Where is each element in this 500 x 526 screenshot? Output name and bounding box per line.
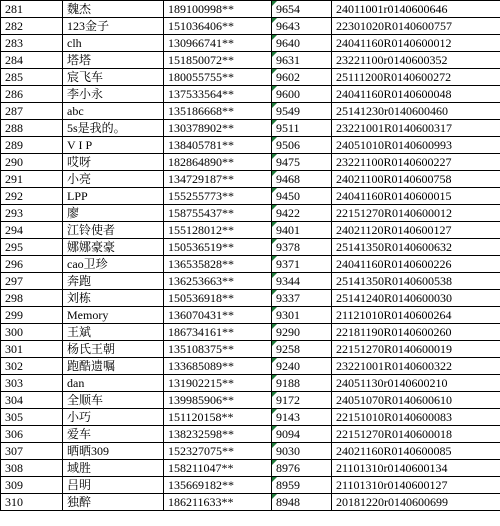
name-cell[interactable]: 奔跑 xyxy=(63,273,164,290)
name-cell[interactable]: 杨氏王朝 xyxy=(63,341,164,358)
phone-cell[interactable]: 182864890** xyxy=(164,154,272,171)
phone-cell[interactable]: 155128012** xyxy=(164,222,272,239)
name-cell[interactable]: 域胜 xyxy=(63,460,164,477)
table-row xyxy=(1,358,500,375)
table-row xyxy=(1,222,500,239)
code-cell[interactable]: 22181190R0140600260 xyxy=(332,324,500,341)
code-cell[interactable]: 23221001R0140600317 xyxy=(332,120,500,137)
code-cell[interactable]: 21101310r0140600127 xyxy=(332,477,500,494)
table-row xyxy=(1,69,500,86)
code-cell[interactable]: 24041160R0140600015 xyxy=(332,188,500,205)
code-cell[interactable]: 21121010R0140600264 xyxy=(332,307,500,324)
ranking-table-body xyxy=(1,1,500,511)
score-cell[interactable]: 9172 xyxy=(272,392,332,409)
score-cell[interactable]: 9401 xyxy=(272,222,332,239)
name-cell[interactable]: 小巧 xyxy=(63,409,164,426)
table-row xyxy=(1,375,500,392)
score-cell[interactable]: 8959 xyxy=(272,477,332,494)
code-cell[interactable]: 24041160R0140600048 xyxy=(332,86,500,103)
phone-cell[interactable]: 158755437** xyxy=(164,205,272,222)
code-cell[interactable]: 23221001R0140600322 xyxy=(332,358,500,375)
rank-cell[interactable]: 290 xyxy=(1,154,63,171)
rank-cell[interactable]: 306 xyxy=(1,426,63,443)
table-row xyxy=(1,120,500,137)
score-cell[interactable]: 9378 xyxy=(272,239,332,256)
table-row xyxy=(1,324,500,341)
rank-cell[interactable]: 287 xyxy=(1,103,63,120)
code-cell[interactable]: 24041160R0140600226 xyxy=(332,256,500,273)
phone-cell[interactable]: 138232598** xyxy=(164,426,272,443)
table-row xyxy=(1,103,500,120)
code-cell[interactable]: 22151270R0140600019 xyxy=(332,341,500,358)
code-cell[interactable]: 24051070R0140600610 xyxy=(332,392,500,409)
score-cell[interactable]: 9422 xyxy=(272,205,332,222)
name-cell[interactable]: 5s是我的。 xyxy=(63,120,164,137)
code-cell[interactable]: 24051010R0140600993 xyxy=(332,137,500,154)
rank-cell[interactable]: 289 xyxy=(1,137,63,154)
code-cell[interactable]: 20181220r0140600699 xyxy=(332,494,500,511)
code-cell[interactable]: 25141350R0140600632 xyxy=(332,239,500,256)
score-cell[interactable]: 9258 xyxy=(272,341,332,358)
code-cell[interactable]: 25141350R0140600538 xyxy=(332,273,500,290)
name-cell[interactable]: 爱车 xyxy=(63,426,164,443)
code-cell[interactable]: 25141230r0140600460 xyxy=(332,103,500,120)
phone-cell[interactable]: 137533564** xyxy=(164,86,272,103)
rank-cell[interactable]: 282 xyxy=(1,18,63,35)
table-row xyxy=(1,256,500,273)
score-cell[interactable]: 9600 xyxy=(272,86,332,103)
name-cell[interactable]: 小亮 xyxy=(63,171,164,188)
name-cell[interactable]: 全顺车 xyxy=(63,392,164,409)
score-cell[interactable]: 9337 xyxy=(272,290,332,307)
name-cell[interactable]: 123金子 xyxy=(63,18,164,35)
table-row xyxy=(1,494,500,511)
phone-cell[interactable]: 138405781** xyxy=(164,137,272,154)
score-cell[interactable]: 9301 xyxy=(272,307,332,324)
table-row xyxy=(1,477,500,494)
score-cell[interactable]: 9654 xyxy=(272,1,332,18)
table-row xyxy=(1,239,500,256)
phone-cell[interactable]: 130966741** xyxy=(164,35,272,52)
name-cell[interactable]: 娜娜豪豪 xyxy=(63,239,164,256)
table-row xyxy=(1,409,500,426)
score-cell[interactable]: 9631 xyxy=(272,52,332,69)
rank-cell[interactable]: 284 xyxy=(1,52,63,69)
rank-cell[interactable]: 298 xyxy=(1,290,63,307)
score-cell[interactable]: 8976 xyxy=(272,460,332,477)
score-cell[interactable]: 9344 xyxy=(272,273,332,290)
phone-cell[interactable]: 180055755** xyxy=(164,69,272,86)
table-row xyxy=(1,154,500,171)
code-cell[interactable]: 23221100R0140600227 xyxy=(332,154,500,171)
name-cell[interactable]: cao卫珍 xyxy=(63,256,164,273)
code-cell[interactable]: 24051130r0140600210 xyxy=(332,375,500,392)
code-cell[interactable]: 24041160R0140600012 xyxy=(332,35,500,52)
score-cell[interactable]: 9143 xyxy=(272,409,332,426)
rank-cell[interactable]: 297 xyxy=(1,273,63,290)
name-cell[interactable]: dan xyxy=(63,375,164,392)
code-cell[interactable]: 24011001r0140600646 xyxy=(332,1,500,18)
score-cell[interactable]: 9475 xyxy=(272,154,332,171)
phone-cell[interactable]: 135669182** xyxy=(164,477,272,494)
code-cell[interactable]: 22151270R0140600012 xyxy=(332,205,500,222)
name-cell[interactable]: 江铃使者 xyxy=(63,222,164,239)
phone-cell[interactable]: 151120158** xyxy=(164,409,272,426)
name-cell[interactable]: 王斌 xyxy=(63,324,164,341)
phone-cell[interactable]: 150536918** xyxy=(164,290,272,307)
table-row xyxy=(1,460,500,477)
score-cell[interactable]: 9640 xyxy=(272,35,332,52)
rank-cell[interactable]: 293 xyxy=(1,205,63,222)
phone-cell[interactable]: 131902215** xyxy=(164,375,272,392)
name-cell[interactable]: Memory xyxy=(63,307,164,324)
rank-cell[interactable]: 303 xyxy=(1,375,63,392)
code-cell[interactable]: 24021120R0140600127 xyxy=(332,222,500,239)
phone-cell[interactable]: 186734161** xyxy=(164,324,272,341)
code-cell[interactable]: 22151010R0140600083 xyxy=(332,409,500,426)
phone-cell[interactable]: 155255773** xyxy=(164,188,272,205)
code-cell[interactable]: 21101310r0140600134 xyxy=(332,460,500,477)
phone-cell[interactable]: 135186668** xyxy=(164,103,272,120)
name-cell[interactable]: 廖 xyxy=(63,205,164,222)
table-row xyxy=(1,205,500,222)
phone-cell[interactable]: 136070431** xyxy=(164,307,272,324)
table-row xyxy=(1,1,500,18)
table-row xyxy=(1,290,500,307)
name-cell[interactable]: 跑酷遗嘱 xyxy=(63,358,164,375)
score-cell[interactable]: 9240 xyxy=(272,358,332,375)
rank-cell[interactable]: 283 xyxy=(1,35,63,52)
code-cell[interactable]: 23221100r0140600352 xyxy=(332,52,500,69)
name-cell[interactable]: 宸飞车 xyxy=(63,69,164,86)
phone-cell[interactable]: 134729187** xyxy=(164,171,272,188)
score-cell[interactable]: 9643 xyxy=(272,18,332,35)
table-row xyxy=(1,392,500,409)
rank-cell[interactable]: 292 xyxy=(1,188,63,205)
score-cell[interactable]: 9468 xyxy=(272,171,332,188)
phone-cell[interactable]: 151850072** xyxy=(164,52,272,69)
code-cell[interactable]: 24021160R0140600085 xyxy=(332,443,500,460)
score-cell[interactable]: 9030 xyxy=(272,443,332,460)
rank-cell[interactable]: 309 xyxy=(1,477,63,494)
table-row xyxy=(1,426,500,443)
score-cell[interactable]: 8948 xyxy=(272,494,332,511)
code-cell[interactable]: 22151270R0140600018 xyxy=(332,426,500,443)
rank-cell[interactable]: 305 xyxy=(1,409,63,426)
rank-cell[interactable]: 294 xyxy=(1,222,63,239)
table-row xyxy=(1,18,500,35)
phone-cell[interactable]: 186211633** xyxy=(164,494,272,511)
phone-cell[interactable]: 151036406** xyxy=(164,18,272,35)
table-row xyxy=(1,188,500,205)
rank-cell[interactable]: 302 xyxy=(1,358,63,375)
rank-cell[interactable]: 291 xyxy=(1,171,63,188)
name-cell[interactable]: 哎呀 xyxy=(63,154,164,171)
rank-cell[interactable]: 281 xyxy=(1,1,63,18)
table-row xyxy=(1,86,500,103)
table-row xyxy=(1,35,500,52)
rank-cell[interactable]: 288 xyxy=(1,120,63,137)
score-cell[interactable]: 9602 xyxy=(272,69,332,86)
rank-cell[interactable]: 295 xyxy=(1,239,63,256)
table-row xyxy=(1,341,500,358)
rank-cell[interactable]: 285 xyxy=(1,69,63,86)
name-cell[interactable]: V I P xyxy=(63,137,164,154)
phone-cell[interactable]: 158211047** xyxy=(164,460,272,477)
name-cell[interactable]: 吕明 xyxy=(63,477,164,494)
name-cell[interactable]: clh xyxy=(63,35,164,52)
score-cell[interactable]: 9511 xyxy=(272,120,332,137)
code-cell[interactable]: 25141240R0140600030 xyxy=(332,290,500,307)
rank-cell[interactable]: 299 xyxy=(1,307,63,324)
name-cell[interactable]: 独醉 xyxy=(63,494,164,511)
rank-cell[interactable]: 308 xyxy=(1,460,63,477)
phone-cell[interactable]: 135108375** xyxy=(164,341,272,358)
phone-cell[interactable]: 189100998** xyxy=(164,1,272,18)
name-cell[interactable]: 塔塔 xyxy=(63,52,164,69)
name-cell[interactable]: 李小永 xyxy=(63,86,164,103)
code-cell[interactable]: 25111200R0140600272 xyxy=(332,69,500,86)
score-cell[interactable]: 9290 xyxy=(272,324,332,341)
rank-cell[interactable]: 286 xyxy=(1,86,63,103)
table-row xyxy=(1,137,500,154)
table-row xyxy=(1,443,500,460)
score-cell[interactable]: 9371 xyxy=(272,256,332,273)
code-cell[interactable]: 24021100R0140600758 xyxy=(332,171,500,188)
score-cell[interactable]: 9188 xyxy=(272,375,332,392)
phone-cell[interactable]: 150536519** xyxy=(164,239,272,256)
rank-cell[interactable]: 310 xyxy=(1,494,63,511)
phone-cell[interactable]: 136253663** xyxy=(164,273,272,290)
name-cell[interactable]: LPP xyxy=(63,188,164,205)
table-row xyxy=(1,171,500,188)
rank-cell[interactable]: 304 xyxy=(1,392,63,409)
code-cell[interactable]: 22301020R0140600757 xyxy=(332,18,500,35)
name-cell[interactable]: abc xyxy=(63,103,164,120)
phone-cell[interactable]: 130378902** xyxy=(164,120,272,137)
rank-cell[interactable]: 300 xyxy=(1,324,63,341)
table-row xyxy=(1,273,500,290)
score-cell[interactable]: 9450 xyxy=(272,188,332,205)
phone-cell[interactable]: 133685089** xyxy=(164,358,272,375)
score-cell[interactable]: 9094 xyxy=(272,426,332,443)
name-cell[interactable]: 魏杰 xyxy=(63,1,164,18)
name-cell[interactable]: 晒晒309 xyxy=(63,443,164,460)
table-row xyxy=(1,52,500,69)
rank-cell[interactable]: 301 xyxy=(1,341,63,358)
table-row xyxy=(1,307,500,324)
phone-cell[interactable]: 136535828** xyxy=(164,256,272,273)
phone-cell[interactable]: 139985906** xyxy=(164,392,272,409)
score-cell[interactable]: 9549 xyxy=(272,103,332,120)
score-cell[interactable]: 9506 xyxy=(272,137,332,154)
phone-cell[interactable]: 152327075** xyxy=(164,443,272,460)
name-cell[interactable]: 刘栋 xyxy=(63,290,164,307)
rank-cell[interactable]: 307 xyxy=(1,443,63,460)
rank-cell[interactable]: 296 xyxy=(1,256,63,273)
